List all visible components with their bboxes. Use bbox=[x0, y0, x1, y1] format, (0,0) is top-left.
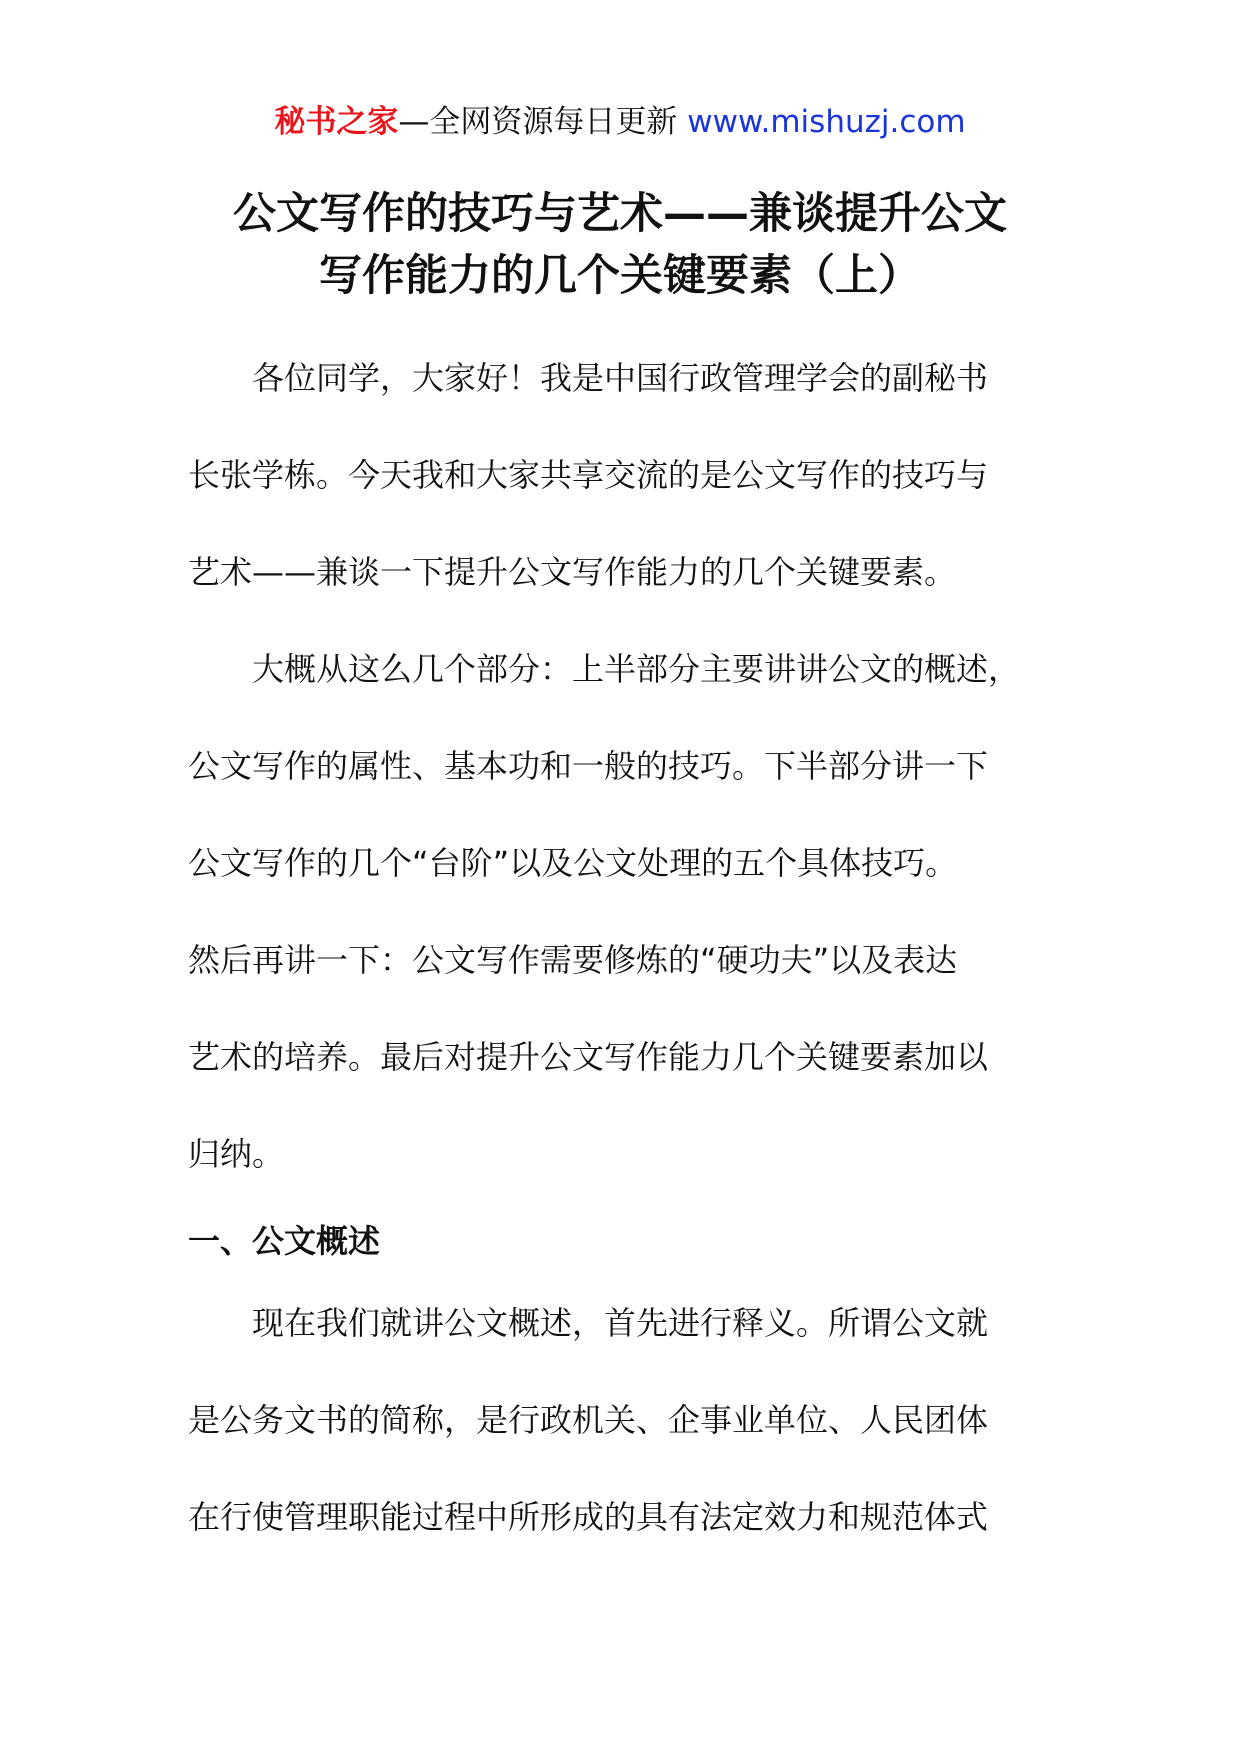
paragraph-line: 长张学栋。今天我和大家共享交流的是公文写作的技巧与 bbox=[188, 456, 989, 494]
paragraph-line: 在行使管理职能过程中所形成的具有法定效力和规范体式 bbox=[188, 1498, 989, 1536]
paragraph-line: 公文写作的几个“台阶”以及公文处理的五个具体技巧。 bbox=[188, 844, 958, 882]
site-slogan: —全网资源每日更新 bbox=[398, 104, 678, 140]
title-line-1: 公文写作的技巧与艺术——兼谈提升公文 bbox=[233, 189, 1007, 239]
paragraph-outline bbox=[188, 621, 1078, 1203]
site-header bbox=[0, 102, 1240, 142]
paragraph-line: 艺术——兼谈一下提升公文写作能力的几个关键要素。 bbox=[188, 553, 957, 591]
title-line-2: 写作能力的几个关键要素（上） bbox=[319, 251, 921, 301]
site-brand: 秘书之家 bbox=[274, 104, 399, 140]
paragraph-greeting bbox=[188, 330, 1078, 621]
paragraph-line: 公文写作的属性、基本功和一般的技巧。下半部分讲一下 bbox=[188, 747, 989, 785]
paragraph-line: 然后再讲一下：公文写作需要修炼的“硬功夫”以及表达 bbox=[188, 941, 958, 979]
paragraph-line: 各位同学，大家好！我是中国行政管理学会的副秘书 bbox=[252, 359, 989, 397]
paragraph-definition bbox=[188, 1275, 1078, 1566]
paragraph-line: 现在我们就讲公文概述，首先进行释义。所谓公文就 bbox=[252, 1304, 989, 1342]
site-url-link[interactable]: www.mishuzj.com bbox=[687, 104, 966, 140]
paragraph-line: 艺术的培养。最后对提升公文写作能力几个关键要素加以 bbox=[188, 1038, 989, 1076]
document-body bbox=[188, 330, 1078, 1566]
paragraph-line: 是公务文书的简称，是行政机关、企事业单位、人民团体 bbox=[188, 1401, 989, 1439]
section-heading: 一、公文概述 bbox=[188, 1222, 381, 1260]
paragraph-line: 归纳。 bbox=[188, 1135, 285, 1173]
paragraph-line: 大概从这么几个部分：上半部分主要讲讲公文的概述， bbox=[252, 650, 1021, 688]
document-title bbox=[0, 183, 1240, 307]
